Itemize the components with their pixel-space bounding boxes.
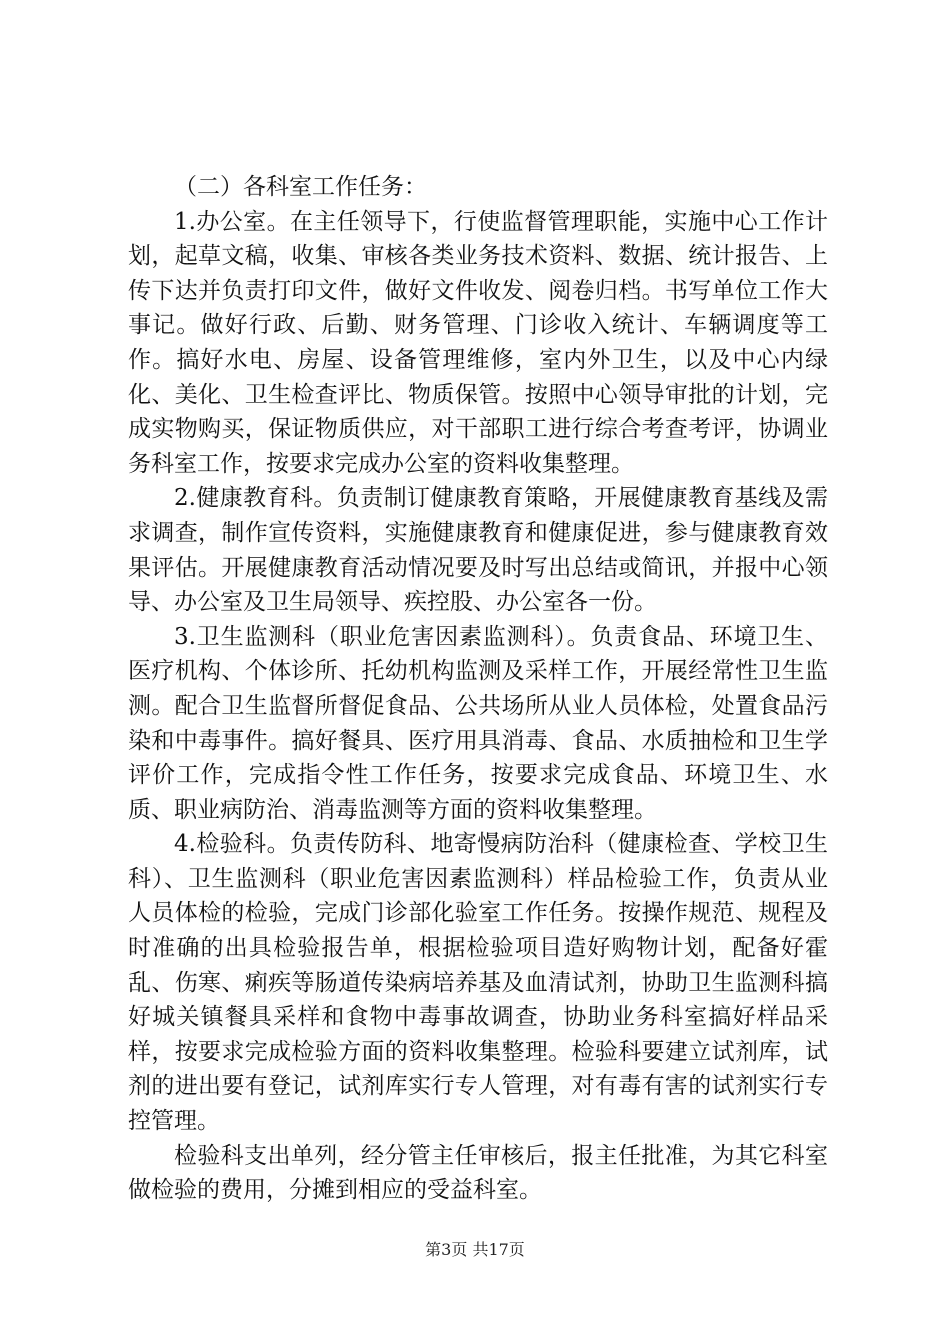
section-heading: （二）各科室工作任务： (174, 174, 427, 200)
page-footer (0, 1240, 950, 1260)
paragraph-laboratory-expenses: 检验科支出单列，经分管主任审核后，报主任批准，为其它科室做检验的费用，分摊到相应的受益科室。 (128, 1142, 828, 1204)
paragraph-health-education: 2.健康教育科。负责制订健康教育策略，开展健康教育基线及需求调查，制作宣传资料，实施健康教育和健康促进，参与健康教育效果评估。开展健康教育活动情况要及时写出总结或简讯，并报中心领导、办公室及卫生局领导、疾控股、办公室各一份。 (128, 485, 828, 616)
page-number: 第3页 共17页 (425, 1240, 525, 1259)
paragraph-health-monitoring: 3.卫生监测科（职业危害因素监测科）。负责食品、环境卫生、医疗机构、个体诊所、托幼机构监测及采样工作，开展经常性卫生监测。配合卫生监督所督促食品、公共场所从业人员体检，处置食品污染和中毒事件。搞好餐具、医疗用具消毒、食品、水质抽检和卫生学评价工作，完成指令性工作任务，按要求完成食品、环境卫生、水质、职业病防治、消毒监测等方面的资料收集整理。 (128, 623, 828, 823)
paragraph-laboratory: 4.检验科。负责传防科、地寄慢病防治科（健康检查、学校卫生科）、卫生监测科（职业危害因素监测科）样品检验工作，负责从业人员体检的检验，完成门诊部化验室工作任务。按操作规范、规程及时准确的出具检验报告单，根据检验项目造好购物计划，配备好霍乱、伤寒、痢疾等肠道传染病培养基及血清试剂，协助卫生监测科搞好城关镇餐具采样和食物中毒事故调查，协助业务科室搞好样品采样，按要求完成检验方面的资料收集整理。检验科要建立试剂库，试剂的进出要有登记，试剂库实行专人管理，对有毒有害的试剂实行专控管理。 (128, 831, 828, 1135)
document-body (128, 170, 828, 1208)
paragraph-office: 1.办公室。在主任领导下，行使监督管理职能，实施中心工作计划，起草文稿，收集、审核各类业务技术资料、数据、统计报告、上传下达并负责打印文件，做好文件收发、阅卷归档。书写单位工作大事记。做好行政、后勤、财务管理、门诊收入统计、车辆调度等工作。搞好水电、房屋、设备管理维修，室内外卫生，以及中心内绿化、美化、卫生检查评比、物质保管。按照中心领导审批的计划，完成实物购买，保证物质供应，对干部职工进行综合考查考评，协调业务科室工作，按要求完成办公室的资料收集整理。 (128, 208, 828, 477)
